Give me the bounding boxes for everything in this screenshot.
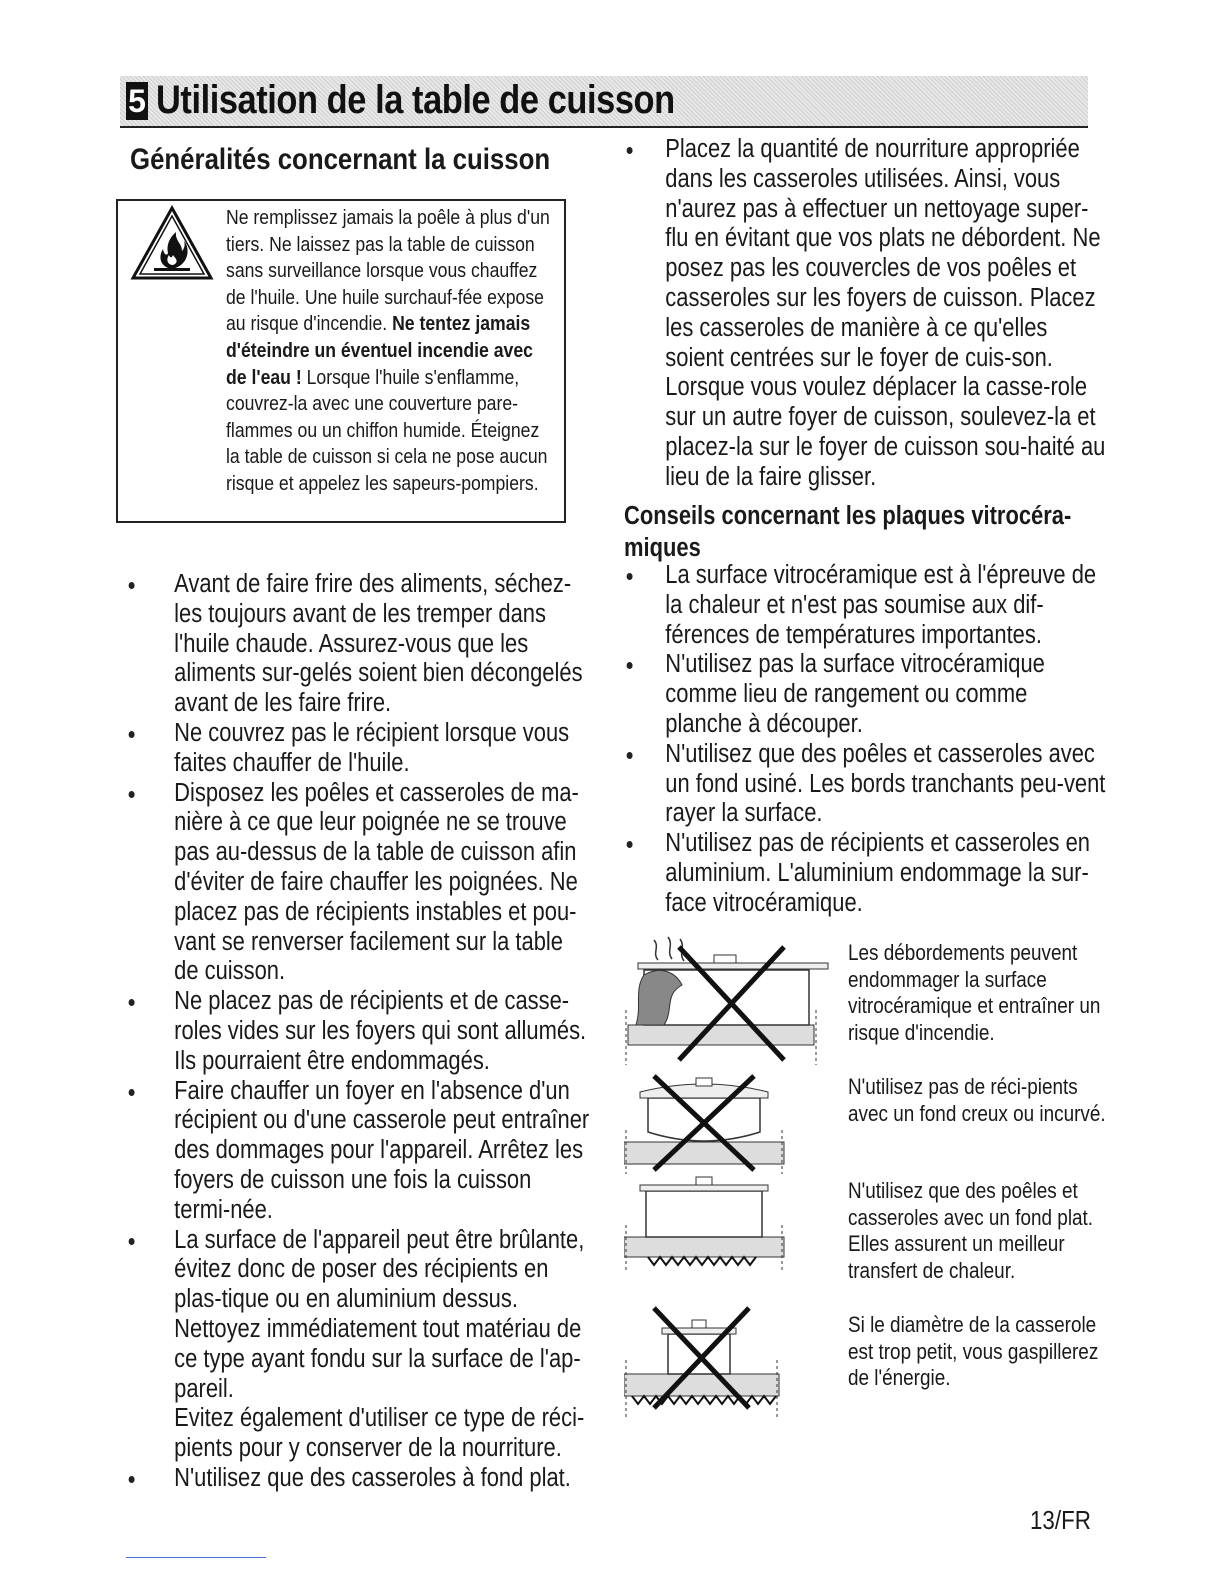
caption-small-pan: Si le diamètre de la casserole est trop petit, vous gaspillerez de l'énergie.: [848, 1312, 1099, 1391]
fire-warning-box: [116, 199, 566, 523]
list-item: Placez la quantité de nourriture appropriée dans les casseroles utilisées. Ainsi, vous n'aurez pas à effectuer un nettoyage super-flu en évitant que vos plats ne débordent. Ne posez pas les couvercles de vos poêles et casseroles sur les foyers de cuisson. Placez les casseroles de manière à ce qu'elles soient centrées sur le foyer de cuis-son. Lorsque vous voulez déplacer la casse-role sur un autre foyer de cuisson, soulevez-la et placez-la sur le foyer de cuisson sou-haité au lieu de la faire glisser.: [624, 135, 1106, 493]
caption-overflow: Les débordements peuvent endommager la surface vitrocéramique et entraîner un risque d'incendie.: [848, 940, 1101, 1045]
section-number: 5: [126, 82, 148, 120]
curved-bottom-pan-illustration: [624, 1070, 794, 1175]
footer-rule: [126, 1557, 266, 1558]
right-heading: Conseils concernant les plaques vitrocéra-miques: [624, 502, 1072, 562]
right-bullet-list: [624, 561, 1106, 919]
list-item: [126, 1226, 590, 1464]
overflow-pan-illustration: [624, 935, 834, 1070]
warning-text-regular: Ne remplissez jamais la poêle à plus d'un tiers. Ne laissez pas la table de cuisson sans surveillance lorsque vous chauffez de l'huile. Une huile surchauf-fée expose au risque d'incendie.: [226, 206, 550, 336]
left-bullet-list: [126, 570, 590, 1494]
left-heading: Généralités concernant la cuisson: [130, 143, 551, 176]
list-item: N'utilisez que des casseroles à fond plat.: [126, 1464, 590, 1494]
warning-text: [226, 205, 556, 498]
list-item: Ne placez pas de récipients et de casse-roles vides sur les foyers qui sont allumés. Ils pourraient être endommagés.: [126, 987, 590, 1076]
list-item-text: La surface de l'appareil peut être brûlante, évitez donc de poser des récipients en plas-tique ou en aluminium dessus.: [174, 1225, 585, 1314]
section-title: Utilisation de la table de cuisson: [156, 78, 675, 122]
page-number: 13/FR: [1030, 1505, 1091, 1535]
section-header: [120, 76, 1088, 128]
caption-curved-bottom: N'utilisez pas de réci-pients avec un fond creux ou incurvé.: [848, 1074, 1106, 1126]
small-pan-illustration: [624, 1300, 789, 1420]
list-item: La surface vitrocéramique est à l'épreuve de la chaleur et n'est pas soumise aux dif-férences de températures importantes.: [624, 561, 1106, 650]
list-item: Disposez les poêles et casseroles de ma-nière à ce que leur poignée ne se trouve pas au-dessus de la table de cuisson afin d'éviter de faire chauffer les poignées. Ne placez pas de récipients instables et pou-vant se renverser facilement sur la table de cuisson.: [126, 779, 590, 988]
list-item: Avant de faire frire des aliments, séchez-les toujours avant de les tremper dans l'huile chaude. Assurez-vous que les aliments sur-gelés soient bien décongelés avant de les faire frire.: [126, 570, 590, 719]
list-item: Faire chauffer un foyer en l'absence d'un récipient ou d'une casserole peut entraîner des dommages pour l'appareil. Arrêtez les foyers de cuisson une fois la cuisson termi-née.: [126, 1077, 590, 1226]
warning-text-after: Lorsque l'huile s'enflamme, couvrez-la avec une couverture pare-flammes ou un chiffon humide. Éteignez la table de cuisson si cela ne pose aucun risque et appelez les sapeurs-pompiers.: [226, 365, 548, 495]
warning-text-bold: Ne tentez jamais d'éteindre un éventuel incendie avec de l'eau !: [226, 312, 533, 389]
flat-bottom-pan-illustration: [624, 1175, 794, 1275]
caption-flat-bottom: N'utilisez que des poêles et casseroles avec un fond plat. Elles assurent un meilleur transfert de chaleur.: [848, 1178, 1094, 1283]
list-item: N'utilisez pas la surface vitrocéramique comme lieu de rangement ou comme planche à découper.: [624, 650, 1106, 739]
fire-warning-icon: [130, 205, 214, 281]
list-item-text-extra: Evitez également d'utiliser ce type de réci-pients pour y conserver de la nourriture.: [174, 1404, 585, 1463]
list-item-text-extra: Nettoyez immédiatement tout matériau de ce type ayant fondu sur la surface de l'ap-pareil.: [174, 1314, 582, 1403]
right-top-bullet: [624, 135, 1106, 493]
list-item: N'utilisez pas de récipients et casseroles en aluminium. L'aluminium endommage la sur-face vitrocéramique.: [624, 829, 1106, 918]
list-item: N'utilisez que des poêles et casseroles avec un fond usiné. Les bords tranchants peu-vent rayer la surface.: [624, 740, 1106, 829]
list-item: Ne couvrez pas le récipient lorsque vous faites chauffer de l'huile.: [126, 719, 590, 779]
